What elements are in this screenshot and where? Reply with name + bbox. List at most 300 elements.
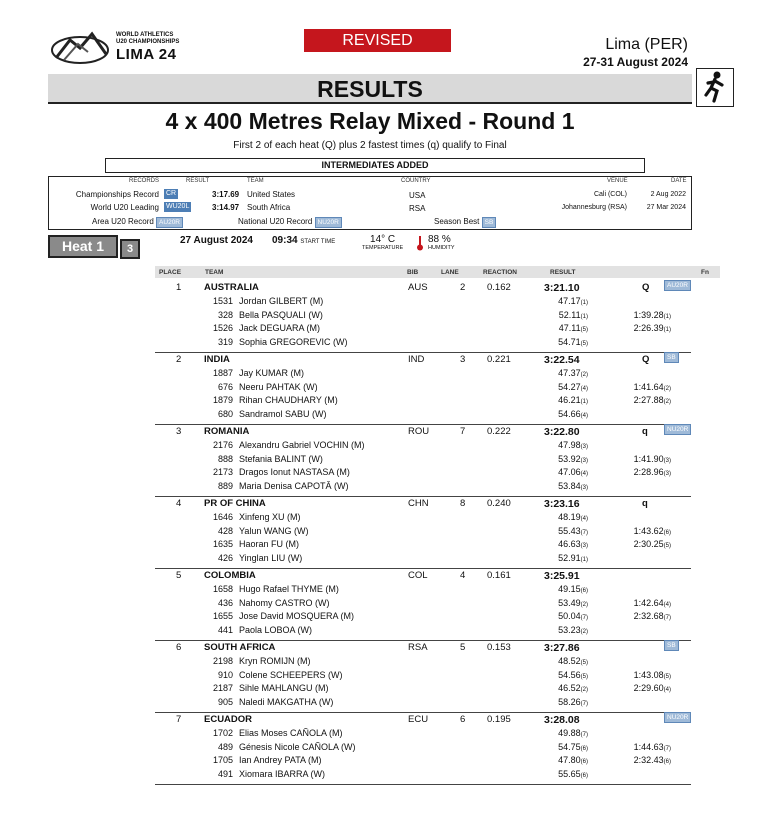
split-rank: (1) (580, 556, 588, 563)
cumulative-time: 2:32.68 (633, 611, 664, 621)
split-rank: (6) (580, 759, 588, 765)
athlete-row (155, 395, 691, 408)
team-result-block (155, 281, 691, 353)
legend-name: National U20 Record (238, 217, 313, 226)
athlete-split (558, 670, 588, 680)
team-name: ROMANIA (204, 426, 250, 437)
athlete-cumulative (634, 382, 671, 392)
col-result: RESULT (550, 269, 576, 276)
record-date: 27 Mar 2024 (646, 204, 686, 211)
athlete-bib: 319 (217, 336, 233, 347)
split-time: 46.63 (558, 539, 581, 549)
heat-date: 27 August 2024 (180, 235, 253, 246)
split-time: 52.11 (558, 309, 581, 320)
cumulative-rank: (3) (663, 471, 671, 477)
legend-name: Area U20 Record (92, 217, 154, 226)
heat-start-time (272, 235, 335, 246)
athlete-split (558, 409, 588, 419)
team-name: COLOMBIA (204, 570, 256, 581)
logo-line1: WORLD ATHLETICS (116, 32, 174, 38)
split-time: 54.27 (558, 381, 581, 392)
athlete-cumulative (634, 526, 671, 536)
split-time: 47.17 (558, 296, 581, 306)
athlete-row (155, 728, 691, 741)
championship-logo (50, 28, 190, 68)
team-lane: 2 (460, 282, 466, 293)
athlete-split (558, 539, 588, 549)
athlete-name: Yinglan LIU (W) (239, 552, 303, 563)
athlete-bib: 426 (217, 552, 233, 563)
athlete-split (558, 611, 588, 621)
country-header: COUNTRY (401, 178, 431, 184)
athlete-split (558, 481, 588, 491)
cumulative-rank: (2) (663, 399, 671, 405)
athlete-cumulative (634, 539, 671, 549)
athlete-cumulative (634, 755, 671, 765)
results-table-header (155, 266, 720, 278)
split-time: 53.23 (558, 624, 581, 635)
cumulative-time: 2:32.43 (633, 755, 664, 765)
athlete-split (558, 742, 588, 752)
athlete-name: Jordan GILBERT (M) (239, 296, 324, 306)
athlete-row (155, 368, 691, 381)
team-place: 7 (176, 714, 182, 725)
qualification-mark: q (642, 426, 648, 437)
split-rank: (1) (580, 399, 588, 405)
team-row (155, 426, 691, 439)
athlete-row (155, 670, 691, 683)
team-lane: 3 (460, 354, 466, 365)
athlete-split (558, 553, 588, 563)
athlete-row (155, 584, 691, 597)
team-place: 1 (176, 282, 182, 293)
team-country: CHN (408, 498, 429, 509)
athlete-split (558, 683, 588, 693)
athlete-row (155, 337, 691, 350)
team-reaction: 0.240 (487, 498, 511, 509)
athlete-split (558, 296, 588, 306)
split-rank: (5) (580, 660, 588, 666)
athlete-name: Maria Denisa CAPOTĂ (W) (239, 480, 349, 491)
athlete-name: Rihan CHAUDHARY (M) (239, 395, 338, 405)
team-country: ROU (408, 426, 430, 437)
col-team: TEAM (205, 269, 224, 276)
team-name: AUSTRALIA (204, 282, 259, 293)
event-dates: 27-31 August 2024 (583, 55, 688, 69)
athlete-split (558, 440, 588, 450)
team-country: COL (408, 570, 428, 581)
athlete-row (155, 296, 691, 309)
athlete-row (155, 742, 691, 755)
athlete-name: Jack DEGUARA (M) (239, 323, 321, 333)
record-code-badge: CR (166, 190, 177, 197)
split-rank: (5) (580, 673, 588, 680)
athlete-name: Jose David MOSQUERA (M) (239, 611, 355, 621)
team-row (155, 498, 691, 511)
record-badge: NU20R (664, 712, 691, 723)
athlete-split (558, 512, 588, 522)
athlete-row (155, 310, 691, 323)
athlete-row (155, 323, 691, 336)
athlete-bib: 1531 (212, 296, 233, 306)
cumulative-rank: (1) (663, 313, 671, 320)
athlete-split (558, 526, 588, 536)
athlete-name: Xiomara IBARRA (W) (239, 768, 326, 779)
cumulative-time: 2:26.39 (633, 323, 664, 333)
split-rank: (6) (580, 772, 588, 779)
qualification-mark: Q (642, 282, 650, 293)
team-header: TEAM (247, 178, 264, 184)
athlete-bib: 328 (217, 309, 233, 320)
start-time-value: 09:34 (272, 235, 298, 246)
split-rank: (1) (580, 300, 588, 306)
team-result-block (155, 353, 691, 425)
result-header: RESULT (186, 178, 210, 184)
start-time-label: START TIME (300, 239, 336, 245)
legend-name: Season Best (434, 217, 480, 226)
athlete-bib: 1705 (212, 755, 233, 765)
legend-badge: SB (482, 217, 497, 228)
record-result: 3:17.69 (212, 190, 240, 199)
athlete-bib: 1526 (212, 323, 233, 333)
athlete-bib: 676 (217, 381, 233, 392)
athlete-split (558, 337, 588, 347)
record-badge: SB (664, 640, 679, 651)
split-rank: (7) (580, 529, 588, 536)
team-reaction: 0.221 (487, 354, 511, 365)
athlete-bib: 441 (217, 624, 233, 635)
athlete-name: Génesis Nicole CAÑOLA (W) (239, 741, 356, 752)
athlete-split (558, 728, 588, 738)
split-rank: (1) (580, 313, 588, 320)
athlete-bib: 1646 (212, 512, 233, 522)
team-country: ECU (408, 714, 429, 725)
team-country: RSA (408, 642, 428, 653)
split-time: 53.84 (558, 480, 581, 491)
team-lane: 4 (460, 570, 466, 581)
split-rank: (7) (580, 615, 588, 621)
split-time: 46.52 (558, 683, 581, 693)
split-time: 53.49 (558, 597, 581, 608)
athlete-bib: 1887 (212, 368, 233, 378)
athlete-split (558, 625, 588, 635)
split-rank: (4) (580, 385, 588, 392)
athlete-bib: 889 (217, 480, 233, 491)
split-rank: (3) (580, 484, 588, 491)
split-rank: (2) (580, 372, 588, 378)
athlete-split (558, 697, 588, 707)
athlete-split (558, 656, 588, 666)
split-time: 47.80 (558, 755, 581, 765)
team-lane: 7 (460, 426, 466, 437)
split-time: 55.43 (558, 525, 581, 536)
qualification-note: First 2 of each heat (Q) plus 2 fastest times (q) qualify to Final (233, 140, 507, 151)
athlete-bib: 2187 (212, 683, 233, 693)
runner-icon (696, 68, 734, 107)
team-place: 3 (176, 426, 182, 437)
qualification-mark: Q (642, 354, 650, 365)
logo-title: LIMA 24 (116, 46, 177, 63)
athlete-cumulative (634, 323, 671, 333)
athlete-name: Neeru PAHTAK (W) (239, 381, 318, 392)
athlete-name: Naledi MAKGATHA (W) (239, 696, 334, 707)
cumulative-time: 1:41.90 (633, 453, 664, 464)
athlete-split (558, 467, 588, 477)
record-badge: SB (664, 352, 679, 363)
athlete-row (155, 382, 691, 395)
col-bib: BIB (407, 269, 419, 276)
cumulative-time: 2:30.25 (633, 539, 664, 549)
team-reaction: 0.153 (487, 642, 511, 653)
athlete-row (155, 512, 691, 525)
team-reaction: 0.195 (487, 714, 511, 725)
record-venue: Johannesburg (RSA) (561, 204, 627, 211)
athlete-bib: 910 (217, 669, 233, 680)
cumulative-rank: (5) (663, 673, 671, 680)
athlete-bib: 1658 (212, 584, 233, 594)
team-result-block (155, 569, 691, 641)
athlete-split (558, 382, 588, 392)
athlete-bib: 1655 (212, 611, 233, 621)
athlete-row (155, 409, 691, 422)
record-name: World U20 Leading (90, 203, 159, 212)
split-rank: (4) (580, 471, 588, 477)
team-result: 3:22.54 (544, 354, 580, 366)
team-name: PR OF CHINA (204, 498, 266, 509)
athlete-name: Kryn ROMIJN (M) (239, 656, 311, 666)
team-result: 3:22.80 (544, 426, 580, 438)
split-time: 50.04 (558, 611, 581, 621)
record-badge: AU20R (664, 280, 691, 291)
athlete-bib: 428 (217, 525, 233, 536)
athlete-name: Yalun WANG (W) (239, 525, 309, 536)
athlete-cumulative (634, 310, 671, 320)
team-row (155, 282, 691, 295)
team-name: SOUTH AFRICA (204, 642, 276, 653)
split-rank: (3) (580, 543, 588, 549)
record-country: RSA (409, 204, 426, 213)
thermometer-icon (416, 235, 424, 256)
split-rank: (2) (580, 601, 588, 608)
athlete-bib: 905 (217, 696, 233, 707)
athlete-split (558, 598, 588, 608)
heat-label: Heat 1 (48, 235, 118, 258)
team-name: INDIA (204, 354, 230, 365)
athlete-cumulative (634, 742, 671, 752)
legend-area-record (92, 217, 183, 228)
athlete-cumulative (634, 611, 671, 621)
team-result-block (155, 425, 691, 497)
temperature (362, 234, 403, 251)
team-row (155, 570, 691, 583)
team-country: IND (408, 354, 425, 365)
split-rank: (4) (580, 516, 588, 522)
split-time: 52.91 (558, 552, 581, 563)
split-time: 53.92 (558, 453, 581, 464)
split-rank: (5) (580, 340, 588, 347)
split-time: 49.88 (558, 728, 581, 738)
record-result: 3:14.97 (212, 203, 240, 212)
record-country: USA (409, 191, 426, 200)
athlete-split (558, 454, 588, 464)
split-time: 48.19 (558, 512, 581, 522)
team-place: 5 (176, 570, 182, 581)
athlete-row (155, 539, 691, 552)
legend-badge: AU20R (156, 217, 183, 228)
cumulative-rank: (4) (663, 687, 671, 693)
temperature-value: 14° C (370, 234, 396, 245)
athlete-split (558, 755, 588, 765)
col-reaction: REACTION (483, 269, 517, 276)
athlete-row (155, 755, 691, 768)
records-table (48, 176, 692, 230)
athlete-cumulative (634, 683, 671, 693)
logo-subtitle (116, 32, 179, 46)
event-title: 4 x 400 Metres Relay Mixed - Round 1 (165, 108, 575, 134)
lima-emblem-icon (50, 28, 112, 68)
athlete-row (155, 683, 691, 696)
athlete-split (558, 584, 588, 594)
split-rank: (3) (580, 457, 588, 464)
cumulative-time: 1:44.63 (633, 741, 664, 752)
athlete-name: Xinfeng XU (M) (239, 512, 301, 522)
cumulative-time: 1:39.28 (633, 309, 664, 320)
split-time: 46.21 (558, 395, 581, 405)
split-time: 47.98 (558, 440, 581, 450)
col-fn: Fn (701, 269, 709, 276)
athlete-bib: 436 (217, 597, 233, 608)
team-name: ECUADOR (204, 714, 253, 725)
col-place: PLACE (159, 269, 182, 276)
team-result: 3:25.91 (544, 570, 580, 582)
team-result-block (155, 497, 691, 569)
athlete-name: Colene SCHEEPERS (W) (239, 669, 343, 680)
team-row (155, 714, 691, 727)
cumulative-rank: (5) (663, 543, 671, 549)
record-code-badge: WU20L (166, 203, 190, 210)
athlete-split (559, 310, 588, 320)
athlete-name: Nahomy CASTRO (W) (239, 597, 330, 608)
athlete-cumulative (634, 670, 671, 680)
athlete-row (155, 553, 691, 566)
athlete-bib: 1702 (212, 728, 233, 738)
split-time: 49.15 (558, 584, 581, 594)
venue-header: VENUE (607, 178, 628, 184)
cumulative-time: 2:29.60 (633, 683, 664, 693)
results-heading: RESULTS (48, 74, 692, 104)
team-place: 4 (176, 498, 182, 509)
split-time: 58.26 (558, 696, 581, 707)
split-time: 48.52 (558, 656, 581, 666)
split-rank: (6) (580, 588, 588, 594)
athlete-cumulative (634, 454, 671, 464)
athlete-row (155, 481, 691, 494)
cumulative-time: 1:43.62 (633, 525, 664, 536)
athlete-bib: 1635 (212, 539, 233, 549)
cumulative-time: 2:27.88 (633, 395, 664, 405)
team-country: AUS (408, 282, 428, 293)
athlete-name: Dragos Ionut NASTASA (M) (239, 467, 350, 477)
team-row (155, 642, 691, 655)
split-rank: (7) (580, 700, 588, 707)
qualification-mark: q (642, 498, 648, 509)
split-time: 55.65 (558, 768, 581, 779)
team-row (155, 354, 691, 367)
humidity-value: 88 % (428, 234, 451, 245)
athlete-split (558, 769, 588, 779)
cumulative-time: 1:42.64 (633, 597, 664, 608)
record-team: United States (247, 190, 296, 199)
legend-national-record (238, 217, 342, 228)
team-lane: 8 (460, 498, 466, 509)
split-time: 47.11 (558, 323, 581, 333)
athlete-row (155, 697, 691, 710)
athlete-name: Hugo Rafael THYME (M) (239, 584, 339, 594)
athlete-name: Jay KUMAR (M) (239, 368, 304, 378)
team-result: 3:21.10 (544, 282, 580, 294)
record-badge: NU20R (664, 424, 691, 435)
legend-badge: NU20R (315, 217, 342, 228)
record-legend-row (49, 216, 691, 227)
split-time: 54.66 (558, 408, 581, 419)
athlete-name: Paola LOBOA (W) (239, 624, 313, 635)
cumulative-rank: (7) (663, 615, 671, 621)
intermediates-notice: INTERMEDIATES ADDED (105, 158, 645, 173)
cumulative-rank: (3) (663, 457, 671, 464)
athlete-bib: 2176 (212, 440, 233, 450)
team-result-block (155, 713, 691, 785)
temperature-label: TEMPERATURE (362, 245, 404, 251)
team-reaction: 0.161 (487, 570, 511, 581)
cumulative-rank: (2) (663, 385, 671, 392)
split-rank: (4) (580, 412, 588, 419)
record-row (49, 189, 691, 200)
team-reaction: 0.222 (487, 426, 511, 437)
athlete-row (155, 769, 691, 782)
split-rank: (2) (580, 687, 588, 693)
athlete-bib: 680 (217, 408, 233, 419)
record-date: 2 Aug 2022 (650, 191, 686, 198)
humidity (428, 234, 455, 251)
athlete-name: Bella PASQUALI (W) (239, 309, 323, 320)
athlete-name: Sandramol SABU (W) (239, 408, 327, 419)
athlete-split (558, 395, 588, 405)
team-lane: 5 (460, 642, 466, 653)
athlete-name: Alexandru Gabriel VOCHIN (M) (239, 440, 365, 450)
logo-line2: U20 CHAMPIONSHIPS (116, 39, 180, 45)
team-result: 3:28.08 (544, 714, 580, 726)
athlete-cumulative (634, 598, 671, 608)
cumulative-time: 1:43.08 (633, 669, 664, 680)
split-time: 47.37 (558, 368, 581, 378)
athlete-cumulative (634, 395, 671, 405)
athlete-bib: 2173 (212, 467, 233, 477)
team-place: 6 (176, 642, 182, 653)
team-result-block (155, 641, 691, 713)
date-header: DATE (671, 178, 687, 184)
athlete-row (155, 611, 691, 624)
athlete-row (155, 467, 691, 480)
revised-banner: REVISED (304, 29, 451, 52)
athlete-row (155, 598, 691, 611)
athlete-name: Sihle MAHLANGU (M) (239, 683, 329, 693)
record-venue: Cali (COL) (593, 191, 627, 198)
cumulative-rank: (6) (663, 529, 671, 536)
split-rank: (5) (580, 327, 588, 333)
record-row (49, 202, 691, 213)
athlete-name: Stefania BALINT (W) (239, 453, 323, 464)
athlete-split (559, 323, 588, 333)
